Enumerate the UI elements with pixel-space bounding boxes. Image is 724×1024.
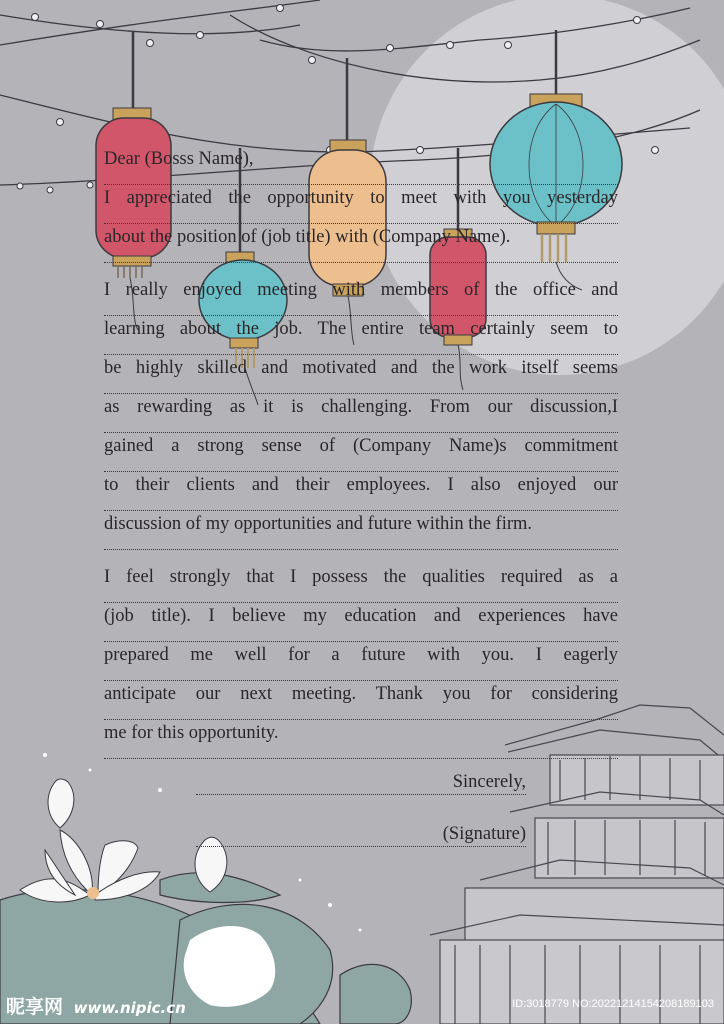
- letter-body: [104, 146, 618, 759]
- paragraph-3: [104, 564, 618, 759]
- paragraph-line: (job title). I believe my education and experiences have: [104, 603, 618, 642]
- paragraph-line: about the position of (job title) with (Company Name).: [104, 224, 618, 263]
- watermark-brand-text: 昵享网: [6, 996, 64, 1018]
- paragraph-line: gained a strong sense of (Company Name)s commitment: [104, 433, 618, 472]
- salutation: Dear (Bosss Name),: [104, 146, 618, 185]
- watermark-id: ID:3018779 NO:20221214154208189103: [512, 998, 714, 1010]
- signature-line: (Signature): [196, 822, 526, 847]
- paragraph-line: anticipate our next meeting. Thank you for considering: [104, 681, 618, 720]
- paragraph-line: me for this opportunity.: [104, 720, 618, 759]
- paragraph-line: I really enjoyed meeting with members of the office and: [104, 277, 618, 316]
- paragraph-line: be highly skilled and motivated and the work itself seems: [104, 355, 618, 394]
- paragraph-line: prepared me well for a future with you. I eagerly: [104, 642, 618, 681]
- paragraph-line: learning about the job. The entire team certainly seem to: [104, 316, 618, 355]
- closing-line: Sincerely,: [196, 770, 526, 795]
- paragraph-line: discussion of my opportunities and future within the firm.: [104, 511, 618, 550]
- paragraph-1: [104, 185, 618, 263]
- paragraph-line: I feel strongly that I possess the qualities required as a: [104, 564, 618, 603]
- paragraph-line: I appreciated the opportunity to meet with you yesterday: [104, 185, 618, 224]
- paragraph-2: [104, 277, 618, 550]
- paragraph-line: as rewarding as it is challenging. From our discussion,I: [104, 394, 618, 433]
- watermark-brand: [6, 992, 186, 1019]
- watermark-site: www.nipic.cn: [73, 999, 186, 1017]
- paragraph-line: to their clients and their employees. I also enjoyed our: [104, 472, 618, 511]
